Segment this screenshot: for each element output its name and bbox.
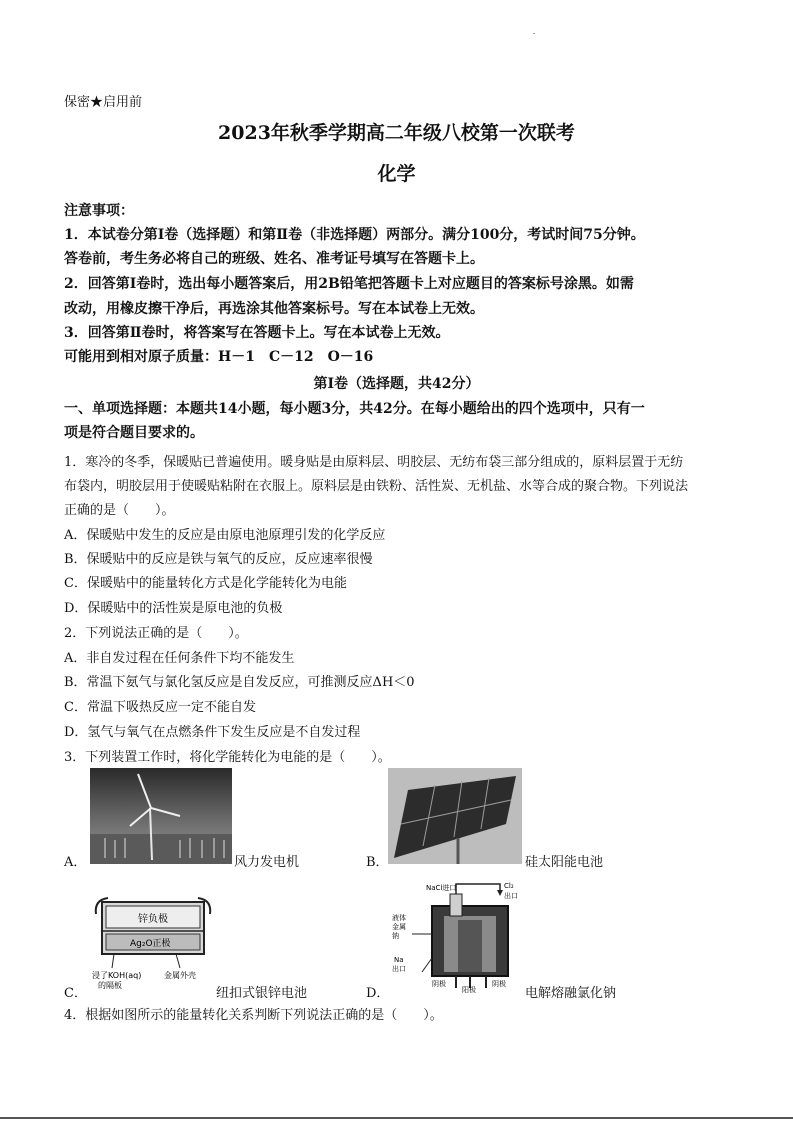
nacl-inlet-label: NaCl进口 (426, 884, 457, 892)
exam-subject: 化学 (377, 163, 416, 185)
notice-line: 答卷前，考生务必将自己的班级、姓名、准考证号填写在答题卡上。 (64, 251, 484, 267)
cl2-outlet-label: Cl₂ (504, 882, 514, 890)
anode-label: 阳极 (462, 986, 476, 994)
q2-option-b: B．常温下氨气与氯化氢反应是自发反应，可推测反应ΔH＜0 (64, 675, 415, 690)
electrolysis-diagram (392, 876, 522, 994)
notice-heading: 注意事项： (64, 203, 134, 219)
q4-stem: 4．根据如图所示的能量转化关系判断下列说法正确的是（ ）。 (64, 1008, 443, 1023)
confidential-mark: 保密★启用前 (64, 95, 143, 110)
q2-option-c: C．常温下吸热反应一定不能自发 (64, 700, 256, 715)
q3-option-c-label: C． (64, 986, 87, 1001)
cl2-outlet-label-2: 出口 (504, 892, 518, 900)
q3-option-a-label: A． (64, 855, 87, 870)
q1-stem: 正确的是（ ）。 (64, 503, 175, 518)
q3-option-d-label: D． (366, 986, 390, 1001)
solar-panel-photo (388, 768, 522, 864)
scan-speck (533, 33, 535, 34)
cell-shell-label: 金属外壳 (164, 971, 196, 980)
q2-option-d: D．氢气与氧气在点燃条件下发生反应是不自发过程 (64, 725, 361, 740)
atomic-mass-line: 可能用到相对原子质量：H－1 C－12 O－16 (64, 349, 374, 365)
notice-line: 2．回答第Ⅰ卷时，选出每小题答案后，用2B铅笔把答题卡上对应题目的答案标号涂黑。如需 (64, 276, 634, 292)
notice-line: 1．本试卷分第Ⅰ卷（选择题）和第Ⅱ卷（非选择题）两部分。满分100分，考试时间75分钟。 (64, 227, 645, 243)
q3-option-c-caption: 纽扣式银锌电池 (216, 986, 308, 1001)
section-instruction: 项是符合题目要求的。 (64, 425, 204, 441)
q3-option-a-caption: 风力发电机 (234, 855, 300, 870)
cell-pos-label: Ag₂O正极 (130, 939, 171, 949)
cell-separator-label: 浸了KOH(aq) (92, 971, 142, 980)
liquid-na-label-3: 钠 (392, 932, 399, 940)
notice-line: 3．回答第Ⅱ卷时，将答案写在答题卡上。写在本试卷上无效。 (64, 325, 450, 341)
q1-stem: 1．寒冷的冬季，保暖贴已普遍使用。暖身贴是由原料层、明胶层、无纺布袋三部分组成的，原料层置于无纺 (64, 455, 684, 470)
q3-option-d-caption: 电解熔融氯化钠 (525, 986, 617, 1001)
liquid-na-label-2: 金属 (392, 923, 406, 931)
q3-option-b-label: B． (366, 855, 389, 870)
cathode-label: 阴极 (432, 980, 446, 988)
na-outlet-label: Na (394, 956, 404, 964)
q1-option-a: A．保暖贴中发生的反应是由原电池原理引发的化学反应 (64, 528, 386, 543)
q3-option-b-caption: 硅太阳能电池 (525, 855, 604, 870)
cell-neg-label: 锌负极 (138, 914, 168, 925)
q2-stem: 2．下列说法正确的是（ ）。 (64, 626, 248, 641)
q1-option-b: B．保暖贴中的反应是铁与氧气的反应，反应速率很慢 (64, 552, 373, 567)
na-outlet-label-2: 出口 (392, 965, 406, 973)
liquid-na-label: 液体 (392, 914, 406, 922)
cell-separator-label-2: 的隔板 (98, 981, 122, 990)
section-instruction: 一、单项选择题：本题共14小题，每小题3分，共42分。在每小题给出的四个选项中，只有一 (64, 401, 645, 417)
exam-title: 2023年秋季学期高二年级八校第一次联考 (218, 122, 575, 144)
cl2-gas-label: Cl₂ (464, 898, 474, 906)
q1-option-d: D．保暖贴中的活性炭是原电池的负极 (64, 601, 283, 616)
cathode-label-2: 阴极 (492, 980, 506, 988)
wind-turbine-photo (90, 768, 232, 864)
q2-option-a: A．非自发过程在任何条件下均不能发生 (64, 651, 295, 666)
q1-stem: 布袋内，明胶层用于使暖贴粘附在衣服上。原料层是由铁粉、活性炭、无机盐、水等合成的聚合物。下列说法 (64, 479, 689, 494)
q3-stem: 3．下列装置工作时，将化学能转化为电能的是（ ）。 (64, 750, 391, 765)
page-bottom-border (0, 1117, 793, 1119)
section-title: 第Ⅰ卷（选择题，共42分） (313, 376, 480, 392)
q1-option-c: C．保暖贴中的能量转化方式是化学能转化为电能 (64, 576, 347, 591)
notice-line: 改动，用橡皮擦干净后，再选涂其他答案标号。写在本试卷上无效。 (64, 301, 484, 317)
button-cell-diagram (92, 892, 214, 992)
